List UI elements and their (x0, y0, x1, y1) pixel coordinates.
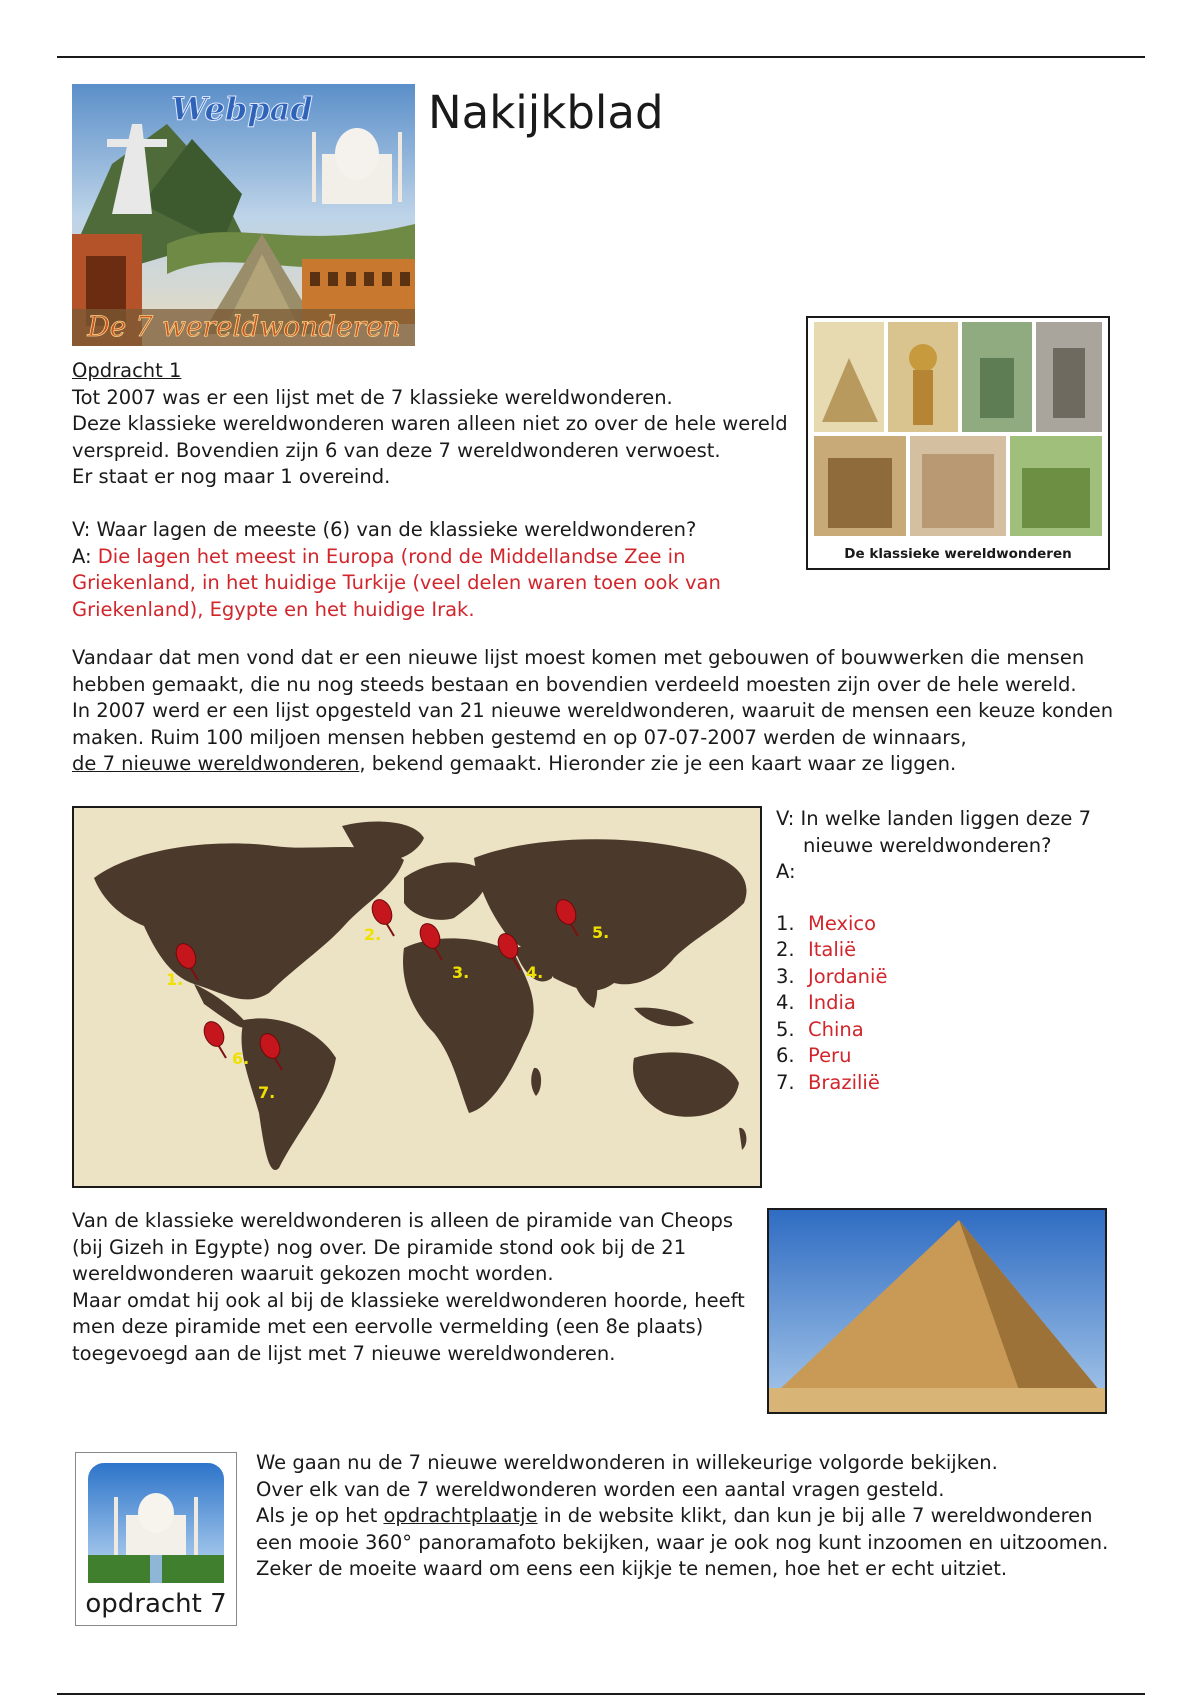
answer-country: China (808, 1017, 864, 1041)
opdracht-1-heading: Opdracht 1 (72, 359, 182, 382)
answer-country: Brazilië (808, 1070, 880, 1094)
answer-line: Die lagen het meest in Europa (rond de Middellandse Zee in (97, 544, 686, 568)
continents (94, 822, 747, 1170)
answer-line: Griekenland), Egypte en het huidige Irak. (72, 597, 475, 621)
list-item (776, 990, 1126, 1017)
op7-line: een mooie 360° panoramafoto bekijken, waar je ook nog kunt inzoomen en uitzoomen. (256, 1530, 1109, 1554)
intro-line: hebben gemaakt, die nu nog steeds bestaan en bovendien verdeeld moesten zijn over de hele wereld. (72, 672, 1077, 696)
intro-line-last (72, 751, 1147, 778)
answer-number: 7. (776, 1070, 795, 1094)
intro-line: Vandaar dat men vond dat er een nieuwe lijst moest komen met gebouwen of bouwwerken die mensen (72, 646, 1085, 669)
opdracht-1-line: Er staat er nog maar 1 overeind. (72, 465, 391, 488)
page-title: Nakijkblad (428, 86, 664, 139)
logo-top-text: Webpad (171, 90, 313, 128)
answer-line: Griekenland, in het huidige Turkije (veel delen waren toen ook van (72, 571, 721, 594)
answer-country: Italië (808, 938, 857, 961)
classic-wonders-image (806, 316, 1110, 570)
list-item (776, 1043, 1126, 1070)
list-item (776, 1017, 1126, 1044)
pyramid-line: men deze piramide met een eervolle vermelding (een 8e plaats) (72, 1315, 704, 1338)
answer-number: 6. (776, 1044, 795, 1067)
pyramid-line: toegevoegd aan de lijst met 7 nieuwe wereldwonderen. (72, 1341, 616, 1365)
answer-country: Mexico (808, 911, 877, 935)
opdracht-1-section (72, 358, 802, 623)
answer-number: 5. (776, 1017, 795, 1041)
answer-number: 1. (776, 911, 795, 935)
top-rule (57, 56, 1145, 58)
answer-country: Peru (808, 1044, 852, 1067)
pyramid-paragraph (72, 1208, 762, 1367)
opdracht-1-line: verspreid. Bovendien zijn 6 van deze 7 wereldwonderen verwoest. (72, 438, 721, 462)
answer-list (776, 911, 1126, 1097)
opdracht-7-label: opdracht 7 (85, 1589, 227, 1619)
map-pin-label: 7. (258, 1083, 276, 1102)
answer-country: India (808, 991, 856, 1014)
intro-line: In 2007 werd er een lijst opgesteld van 21 nieuwe wereldwonderen, waaruit de mensen een keuze konden (72, 699, 1114, 722)
pyramid-line: (bij Gizeh in Egypte) nog over. De piramide stond ook bij de 21 (72, 1235, 687, 1259)
intro-line: maken. Ruim 100 miljoen mensen hebben gestemd en op 07-07-2007 werden de winnaars, (72, 725, 967, 749)
world-map (72, 806, 762, 1188)
opdracht-7-thumbnail[interactable] (75, 1452, 237, 1626)
bottom-rule (57, 1693, 1145, 1695)
answer-number: 2. (776, 938, 795, 961)
logo-bottom-text: De 7 wereldwonderen (87, 310, 401, 343)
list-item (776, 937, 1126, 964)
map-question-section (776, 806, 1126, 1096)
list-item (776, 911, 1126, 938)
op7-line-post: in de website klikt, dan kun je bij alle 7 wereldwonderen (537, 1504, 1093, 1527)
pyramid-photo (767, 1208, 1107, 1414)
answer-number: 3. (776, 964, 795, 988)
opdracht-1-line: Tot 2007 was er een lijst met de 7 klassieke wereldwonderen. (72, 385, 673, 409)
answer-prefix: A: (72, 544, 98, 568)
map-answer-label: A: (776, 860, 796, 883)
pyramid-line: Van de klassieke wereldwonderen is alleen de piramide van Cheops (72, 1209, 734, 1232)
map-pin-label: 4. (526, 963, 544, 982)
new-wonders-intro (72, 645, 1147, 778)
op7-line (256, 1503, 1146, 1530)
map-pin-label: 1. (166, 970, 184, 989)
op7-line: Over elk van de 7 wereldwonderen worden een aantal vragen gesteld. (256, 1477, 945, 1501)
webpad-logo-image (72, 84, 415, 346)
op7-line: We gaan nu de 7 nieuwe wereldwonderen in willekeurige volgorde bekijken. (256, 1451, 998, 1474)
op7-line-pre: Als je op het (256, 1504, 384, 1527)
map-pin-icon (200, 1018, 227, 1058)
classic-wonders-caption: De klassieke wereldwonderen (844, 546, 1072, 562)
answer-number: 4. (776, 991, 795, 1014)
list-item (776, 964, 1126, 991)
opdracht-7-text (256, 1450, 1146, 1583)
answer-country: Jordanië (808, 964, 888, 988)
map-question: V: In welke landen liggen deze 7 nieuwe wereldwonderen? (776, 807, 1091, 857)
map-pin-label: 3. (452, 963, 470, 982)
opdracht-1-answer (72, 544, 802, 571)
new-wonders-underlined: de 7 nieuwe wereldwonderen (72, 752, 360, 775)
intro-line-rest: , bekend gemaakt. Hieronder zie je een kaart waar ze liggen. (359, 752, 957, 775)
map-pin-label: 5. (592, 923, 610, 942)
map-pin-label: 2. (364, 925, 382, 944)
pyramid-line: Maar omdat hij ook al bij de klassieke wereldwonderen hoorde, heeft (72, 1288, 745, 1312)
opdracht-1-question: V: Waar lagen de meeste (6) van de klassieke wereldwonderen? (72, 518, 697, 541)
spacer (72, 491, 802, 518)
op7-line: Zeker de moeite waard om eens een kijkje te nemen, hoe het er echt uitziet. (256, 1557, 1008, 1580)
list-item (776, 1070, 1126, 1097)
opdrachtplaatje-link[interactable]: opdrachtplaatje (383, 1504, 538, 1527)
map-pin-label: 6. (232, 1049, 250, 1068)
opdracht-1-line: Deze klassieke wereldwonderen waren alleen niet zo over de hele wereld (72, 412, 788, 435)
pyramid-line: wereldwonderen waaruit gekozen mocht worden. (72, 1262, 554, 1285)
